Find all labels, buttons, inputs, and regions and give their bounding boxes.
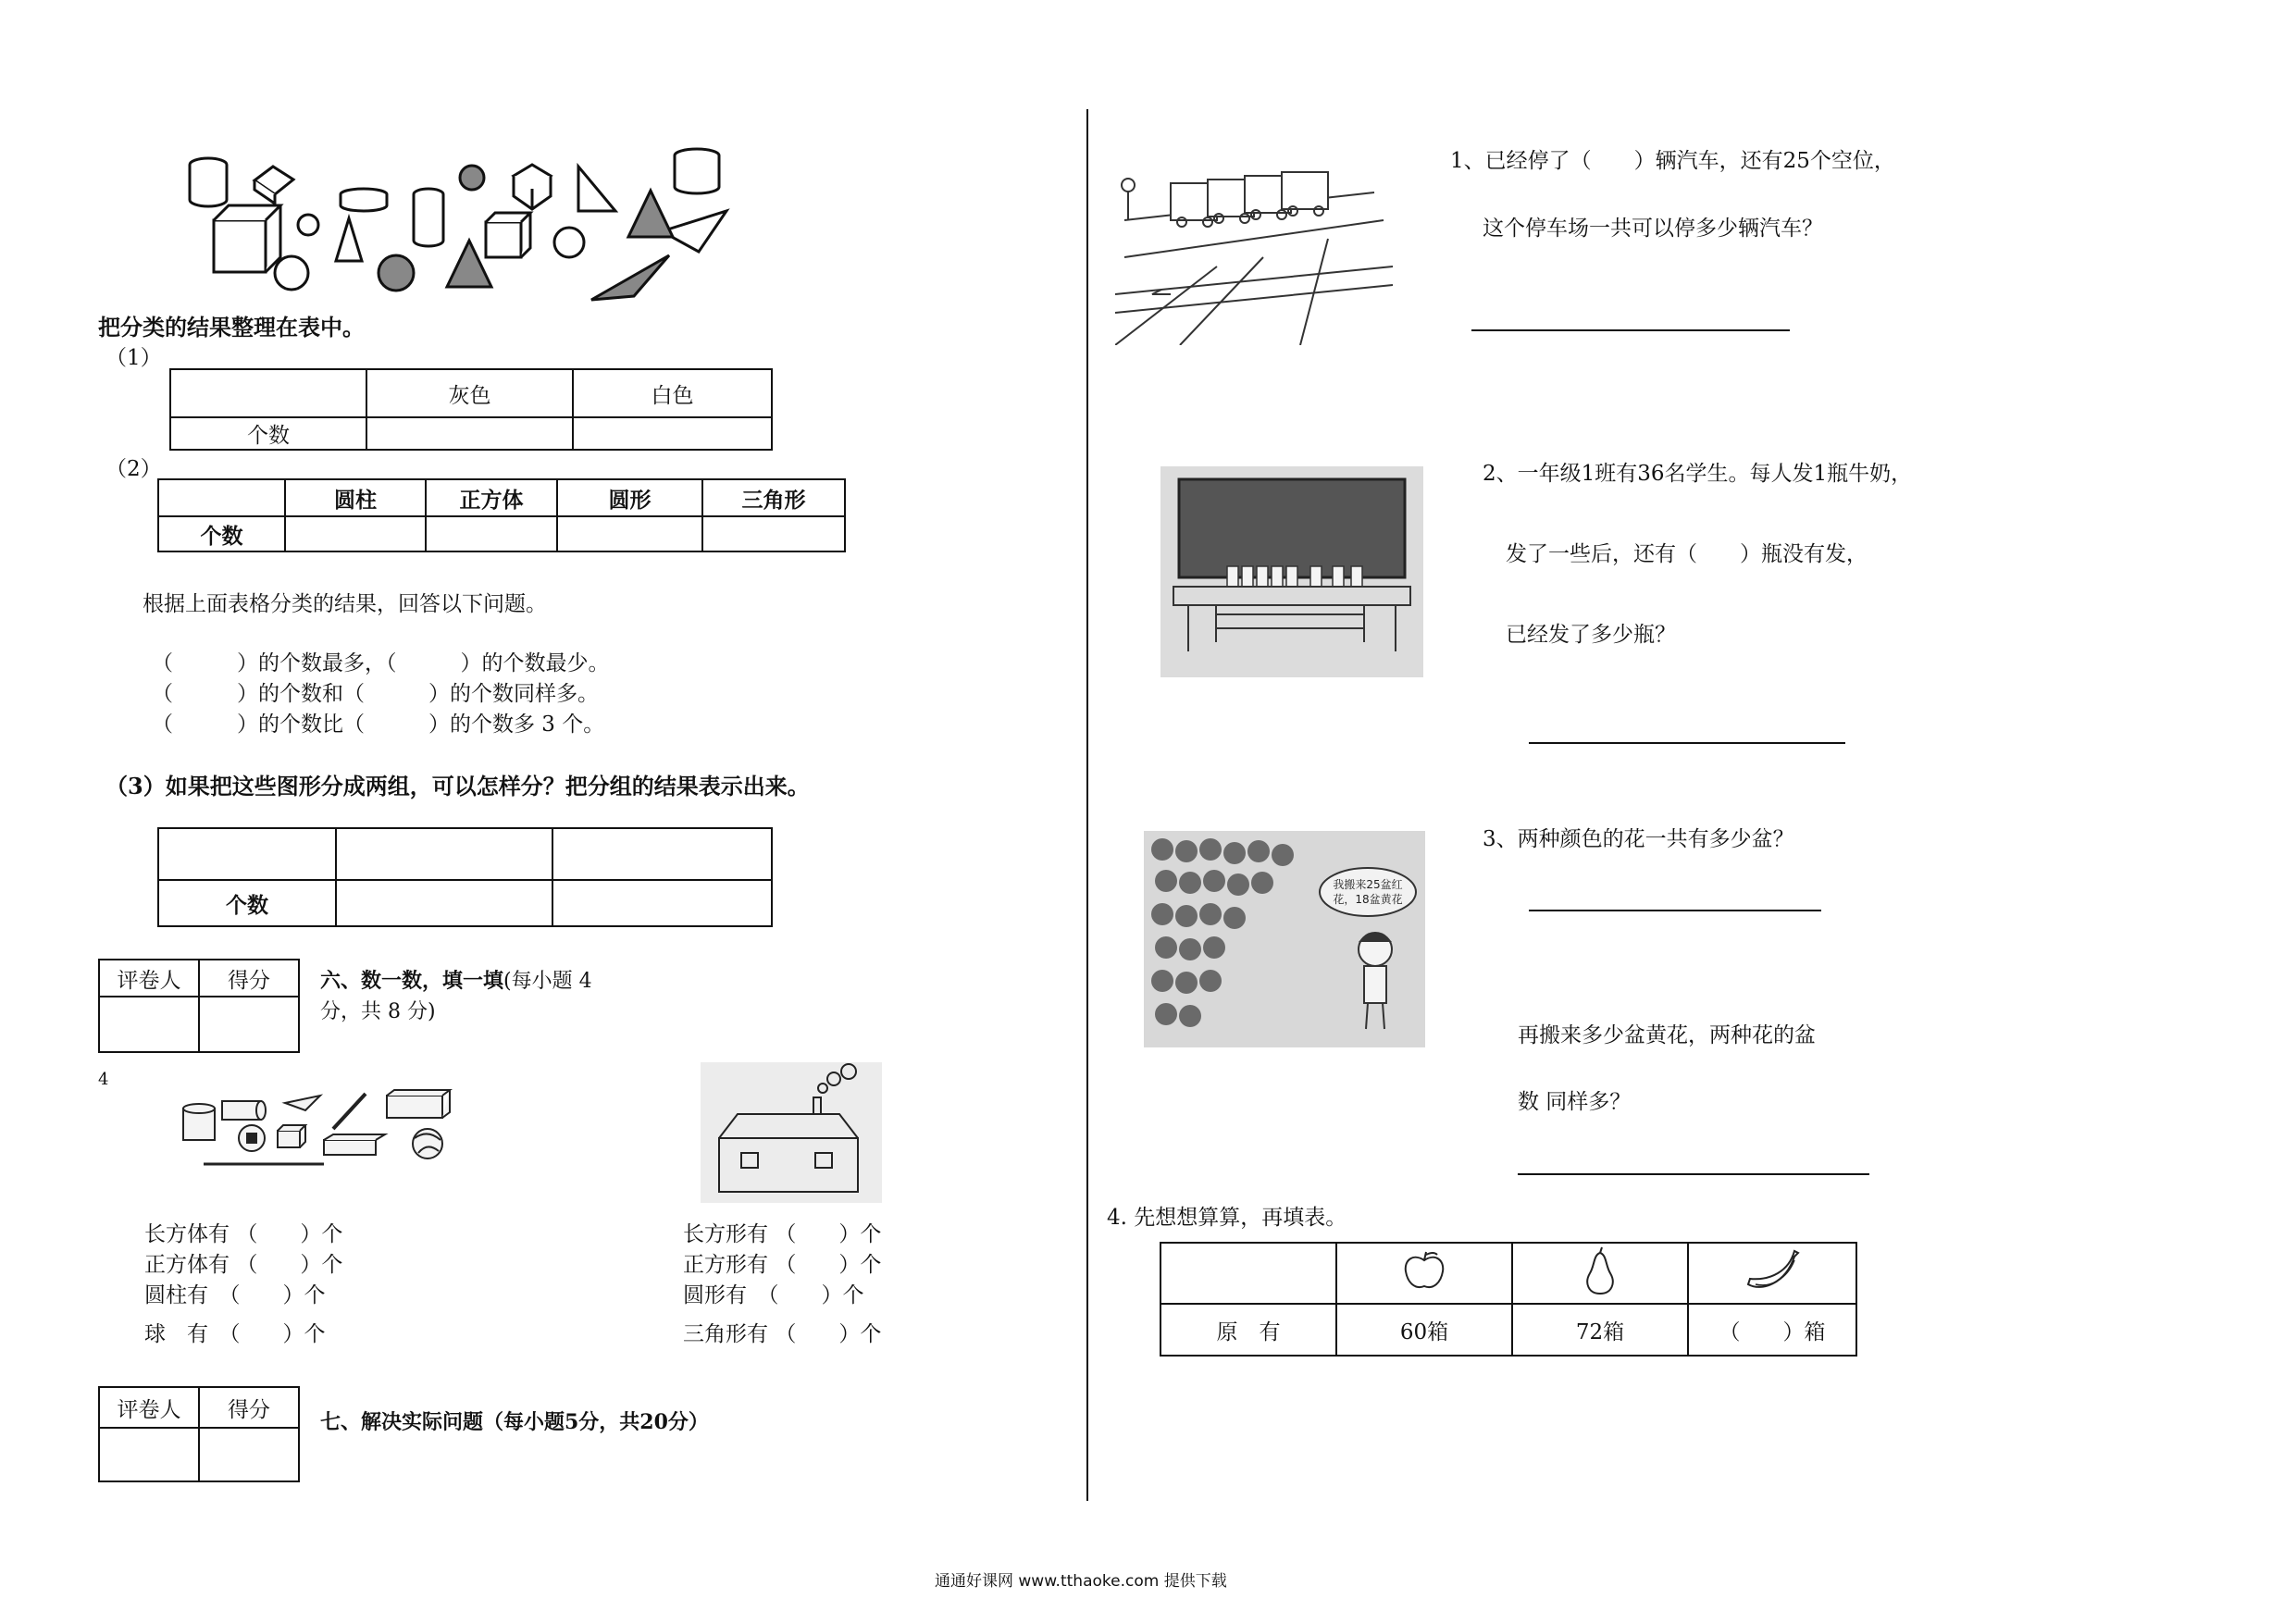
- q2-line3: 已经发了多少瓶？: [1506, 623, 1676, 647]
- q4-title: 4. 先想想算算，再填表。: [1107, 1206, 1347, 1230]
- count-right-3: [683, 1278, 864, 1308]
- answer-cell[interactable]: [552, 828, 772, 880]
- count-left-2: [144, 1247, 342, 1278]
- answer-cell[interactable]: [426, 516, 557, 551]
- count-label: 长方体有: [144, 1222, 230, 1246]
- q3-line1: 3、两种颜色的花一共有多少盆？: [1483, 827, 1794, 851]
- count-label: 圆形有: [683, 1283, 747, 1307]
- count-label: 三角形有: [683, 1322, 768, 1346]
- q3-answer-line-1[interactable]: [1529, 910, 1821, 911]
- score-label: 得分: [199, 1387, 299, 1428]
- item-number: 4: [98, 1070, 109, 1089]
- part3-question: （3）如果把这些图形分成两组，可以怎样分？把分组的结果表示出来。: [105, 773, 810, 799]
- answer-cell[interactable]: [557, 516, 702, 551]
- count-blank[interactable]: （ ）个: [236, 1222, 343, 1246]
- count-blank[interactable]: （ ）个: [230, 1283, 326, 1307]
- score-box: [98, 1386, 300, 1482]
- color-count-table: [169, 368, 773, 451]
- q2-line2: 发了一些后，还有（ ）瓶没有发，: [1506, 542, 1868, 566]
- row-label-count: 个数: [158, 880, 336, 926]
- footer-text: 通通好课网 www.tthaoke.com 提供下载: [935, 1572, 1227, 1591]
- answer-cell[interactable]: [285, 516, 426, 551]
- question-intro: 根据上面表格分类的结果，回答以下问题。: [143, 592, 547, 616]
- apple-value: 60箱: [1336, 1304, 1512, 1356]
- table-header-gray: 灰色: [366, 369, 573, 417]
- q1-line2: 这个停车场一共可以停多少辆汽车？: [1483, 217, 1823, 241]
- q3-line2: 再搬来多少盆黄花，两种花的盆: [1518, 1023, 1816, 1047]
- bubble-text-1: 我搬来25盆红: [1333, 878, 1403, 891]
- score-cell[interactable]: [199, 997, 299, 1052]
- grader-cell[interactable]: [99, 997, 199, 1052]
- table-header-cell: [1160, 1243, 1336, 1304]
- q3-answer-line-2[interactable]: [1518, 1173, 1869, 1175]
- classification-instruction: 把分类的结果整理在表中。: [98, 314, 365, 341]
- count-label: 球 有: [144, 1322, 208, 1346]
- q3-line3: 数 同样多？: [1518, 1090, 1632, 1114]
- solid-objects-illustration: [176, 1083, 453, 1171]
- answer-cell[interactable]: [336, 880, 552, 926]
- score-cell[interactable]: [199, 1428, 299, 1481]
- pear-value: 72箱: [1512, 1304, 1688, 1356]
- apple-header: [1336, 1243, 1512, 1304]
- house-illustration: [701, 1062, 882, 1203]
- banana-value[interactable]: （ ）箱: [1688, 1304, 1856, 1356]
- table-header-triangle: 三角形: [702, 479, 845, 516]
- count-left-1: [144, 1217, 342, 1247]
- question-line-2: （ ）的个数和（ ）的个数同样多。: [152, 682, 599, 706]
- table-header-cube: 正方体: [426, 479, 557, 516]
- table-header-cell: [158, 479, 285, 516]
- question-line-3: （ ）的个数比（ ）的个数多 3 个。: [152, 712, 605, 737]
- table-header-white: 白色: [573, 369, 772, 417]
- part2-label: （2）: [105, 457, 162, 481]
- score-box: [98, 959, 300, 1053]
- question-line-1: （ ）的个数最多，（ ）的个数最少。: [152, 651, 610, 675]
- count-label: 正方形有: [683, 1253, 768, 1277]
- answer-cell[interactable]: [158, 828, 336, 880]
- count-blank[interactable]: （ ）个: [775, 1222, 882, 1246]
- count-right-2: [683, 1247, 881, 1278]
- grader-label: 评卷人: [99, 960, 199, 997]
- table-header-cell: [170, 369, 366, 417]
- answer-cell[interactable]: [552, 880, 772, 926]
- grouping-table: [157, 827, 773, 927]
- count-blank[interactable]: （ ）个: [236, 1253, 343, 1277]
- table-header-circle: 圆形: [557, 479, 702, 516]
- q2-answer-line[interactable]: [1529, 742, 1845, 744]
- pear-header: [1512, 1243, 1688, 1304]
- row-label-count: 个数: [170, 417, 366, 450]
- count-blank[interactable]: （ ）个: [775, 1322, 882, 1346]
- apple-icon: [1400, 1249, 1448, 1292]
- bubble-text-2: 花，18盆黄花: [1333, 893, 1403, 906]
- row-label-count: 个数: [158, 516, 285, 551]
- banana-header: [1688, 1243, 1856, 1304]
- fruit-table: [1160, 1242, 1857, 1357]
- shapes-illustration: [180, 139, 745, 315]
- part1-label: （1）: [105, 346, 162, 370]
- count-label: 长方形有: [683, 1222, 768, 1246]
- parking-lot-illustration: [1115, 155, 1395, 345]
- count-right-1: [683, 1217, 881, 1247]
- column-divider: [1086, 109, 1088, 1501]
- answer-cell[interactable]: [573, 417, 772, 450]
- table-header-cylinder: 圆柱: [285, 479, 426, 516]
- banana-icon: [1743, 1247, 1802, 1294]
- section6-note-2: 分，共 8 分): [320, 1000, 436, 1023]
- section6-note: (每小题 4: [503, 970, 592, 993]
- q1-line1: 1、已经停了（ ）辆汽车，还有25个空位，: [1450, 149, 1895, 173]
- answer-cell[interactable]: [366, 417, 573, 450]
- count-right-4: [683, 1317, 881, 1347]
- pear-icon: [1579, 1245, 1621, 1295]
- q2-line1: 2、一年级1班有36名学生。每人发1瓶牛奶，: [1483, 462, 1913, 486]
- grader-cell[interactable]: [99, 1428, 199, 1481]
- count-left-3: [144, 1278, 326, 1308]
- section6-title: [320, 965, 592, 994]
- section6-heading: 六、数一数，填一填: [320, 969, 504, 993]
- answer-cell[interactable]: [336, 828, 552, 880]
- score-label: 得分: [199, 960, 299, 997]
- answer-cell[interactable]: [702, 516, 845, 551]
- count-left-4: [144, 1317, 326, 1347]
- count-label: 正方体有: [144, 1253, 230, 1277]
- section7-title: 七、解决实际问题（每小题5分，共20分）: [320, 1410, 709, 1434]
- count-blank[interactable]: （ ）个: [775, 1253, 882, 1277]
- count-blank[interactable]: （ ）个: [230, 1322, 326, 1346]
- row-label-original: 原 有: [1160, 1304, 1336, 1356]
- grader-label: 评卷人: [99, 1387, 199, 1428]
- milk-bottles-illustration: [1160, 466, 1423, 677]
- q1-answer-line[interactable]: [1471, 329, 1790, 331]
- flowers-illustration: [1144, 831, 1425, 1047]
- count-blank[interactable]: （ ）个: [768, 1283, 864, 1307]
- count-label: 圆柱有: [144, 1283, 208, 1307]
- shape-count-table: [157, 478, 846, 552]
